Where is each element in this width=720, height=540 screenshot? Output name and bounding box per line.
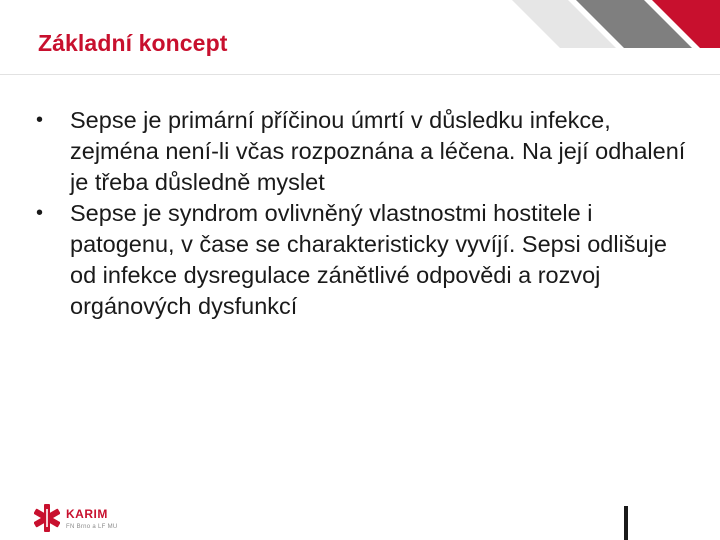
bullet-text: Sepse je syndrom ovlivněný vlastnostmi hostitele i patogenu, v čase se charakteristicky vyvíjí. Sepsi odlišuje od infekce dysregulace zánětlivé odpovědi a rozvoj orgánových dysfunkcí <box>70 200 667 319</box>
karim-logo <box>34 499 144 539</box>
slide-title: Základní koncept <box>38 30 228 56</box>
bullet-item <box>36 198 696 322</box>
footer-divider <box>624 506 628 540</box>
star-of-life-icon <box>34 503 60 533</box>
bullet-marker: • <box>36 202 44 224</box>
bullet-marker: • <box>36 109 44 131</box>
bullet-list <box>36 105 696 322</box>
bullet-text: Sepse je primární příčinou úmrtí v důsledku infekce, zejména není-li včas rozpoznána a léčena. Na její odhalení je třeba důsledně myslet <box>70 107 686 195</box>
bullet-item <box>36 105 696 198</box>
title-divider <box>0 74 720 75</box>
logo-subtitle: FN Brno a LF MU <box>66 524 118 530</box>
corner-decoration <box>420 0 720 48</box>
logo-name: KARIM <box>66 507 108 521</box>
